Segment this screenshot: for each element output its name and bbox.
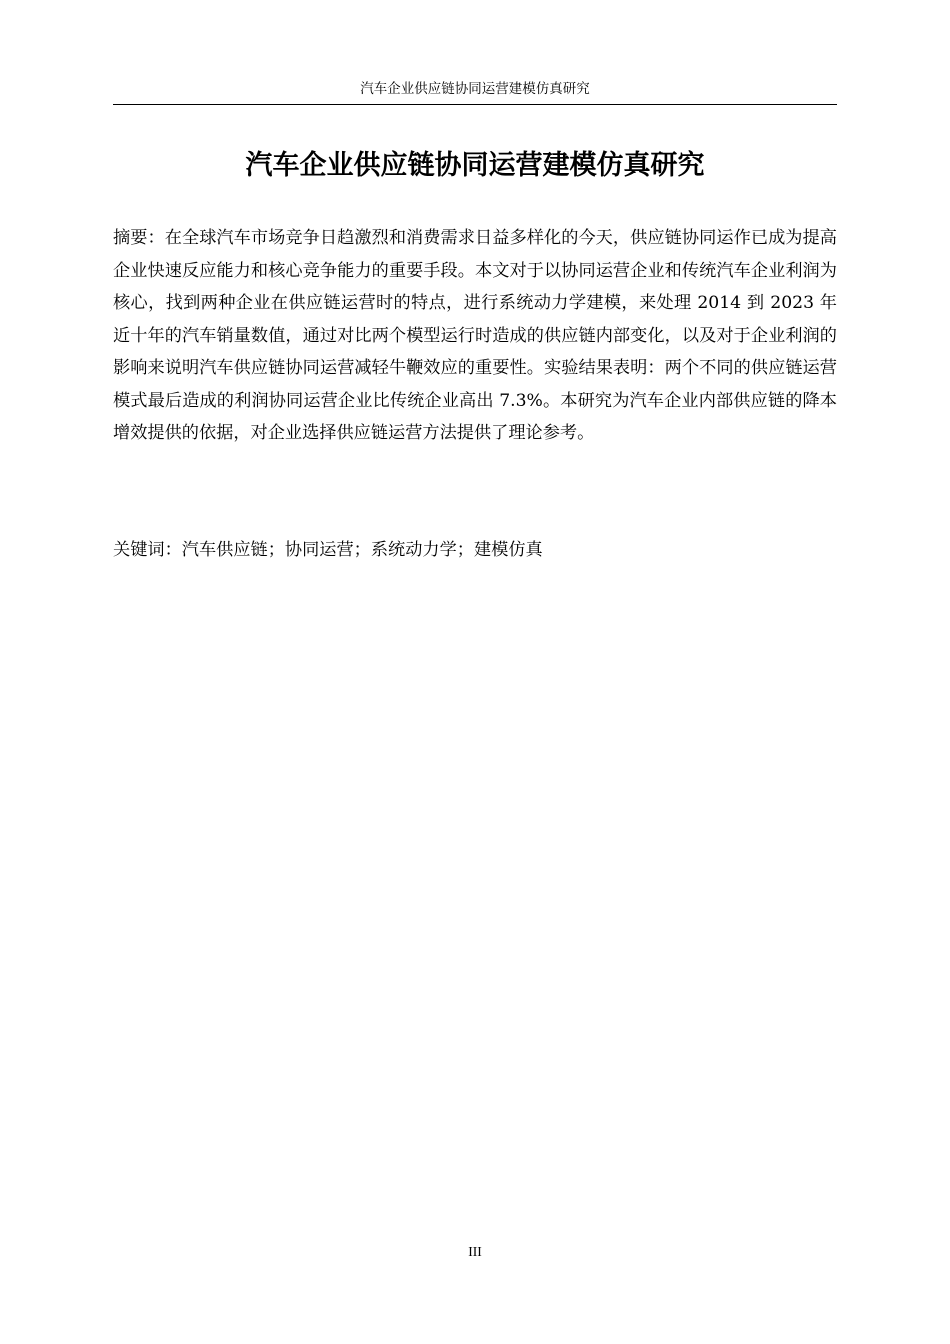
keywords-label: 关键词：	[113, 540, 182, 560]
page-number: III	[468, 1244, 482, 1259]
keywords-line	[113, 534, 837, 567]
abstract-paragraph	[113, 222, 837, 450]
header-rule	[113, 104, 837, 105]
keywords-text: 汽车供应链；协同运营；系统动力学；建模仿真	[181, 540, 543, 560]
abstract-text: 在全球汽车市场竞争日趋激烈和消费需求日益多样化的今天，供应链协同运作已成为提高企业快速反应能力和核心竞争能力的重要手段。本文对于以协同运营企业和传统汽车企业利润为核心，找到两种企业在供应链运营时的特点，进行系统动力学建模，来处理 2014 到 2023 年近十年的汽车销量数值，通过对比两个模型运行时造成的供应链内部变化，以及对于企业利润的影响来说明汽车供应链协同运营减轻牛鞭效应的重要性。实验结果表明：两个不同的供应链运营模式最后造成的利润协同运营企业比传统企业高出 7.3%。本研究为汽车企业内部供应链的降本增效提供的依据，对企业选择供应链运营方法提供了理论参考。	[113, 228, 837, 443]
document-title: 汽车企业供应链协同运营建模仿真研究	[245, 150, 705, 181]
running-header: 汽车企业供应链协同运营建模仿真研究	[360, 81, 590, 97]
abstract-label: 摘要：	[113, 228, 165, 248]
